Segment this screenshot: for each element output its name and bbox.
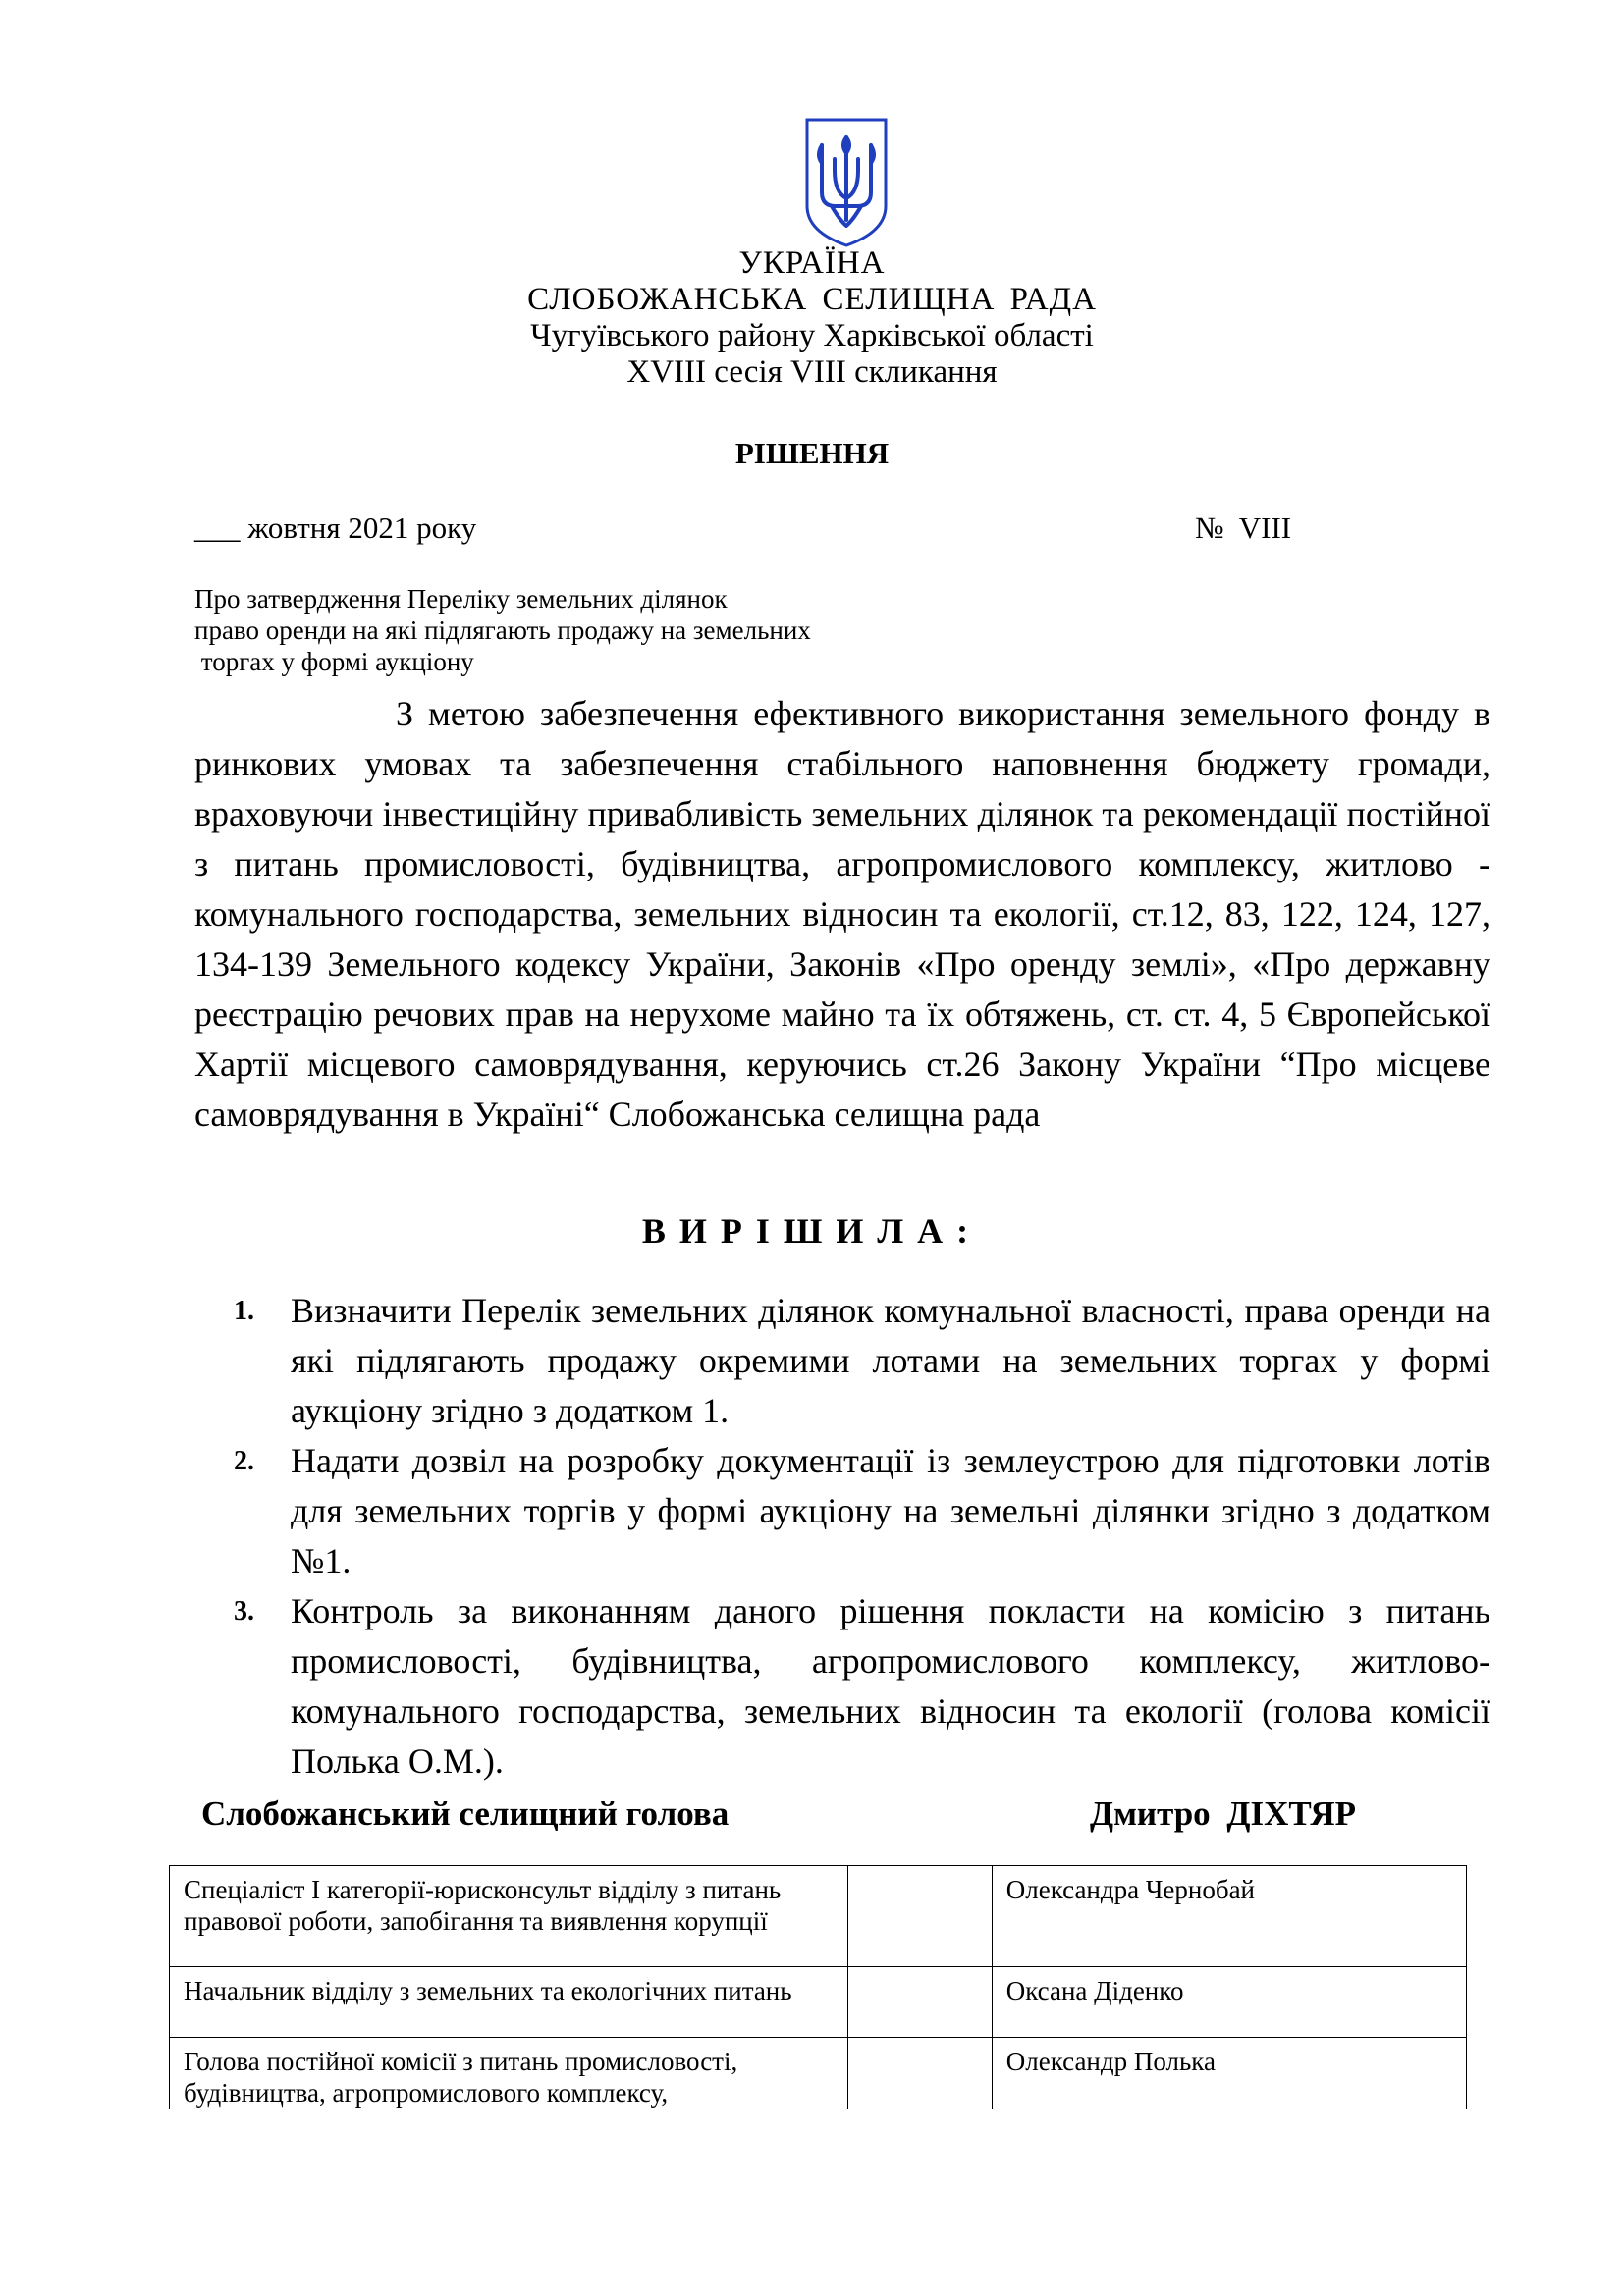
session-info: XVIII сесія VIII скликання bbox=[626, 354, 998, 390]
decision-number: № VIII bbox=[1195, 510, 1292, 545]
resolved-heading: ВИРІШИЛА: bbox=[641, 1211, 983, 1251]
approver-position: Голова постійної комісії з питань промисловості, будівництва, агропромислового комплексу, bbox=[170, 2038, 848, 2109]
approvals-table bbox=[169, 1865, 1467, 2109]
preamble-text: З метою забезпечення ефективного використання земельного фонду в ринкових умовах та забезпечення стабільного наповнення бюджету громади, враховуючи інвестиційну привабливість земельних ділянок та рекомендації постійної з питань промисловості, будівництва, агропромислового комплексу, житлово - комунального господарства, земельних відносин та екології, ст.12, 83, 122, 124, 127, 134-139 Земельного кодексу України, Законів «Про оренду землі», «Про державну реєстрацію речових прав на нерухоме майно та їх обтяжень, ст. ст. 4, 5 Європейської Хартії місцевого самоврядування, керуючись ст.26 Закону України “Про місцеве самоврядування в Україні“ Слобожанська селищна рада bbox=[194, 694, 1490, 1134]
signatory-title: Слобожанський селищний голова bbox=[201, 1794, 730, 1833]
item-number: 1. bbox=[234, 1296, 254, 1326]
signature-cell bbox=[847, 2038, 992, 2109]
approver-name: Олександра Чернобай bbox=[992, 1866, 1466, 1967]
subject-line: Про затвердження Переліку земельних ділянок bbox=[194, 584, 728, 614]
decision-title: РІШЕННЯ bbox=[734, 436, 890, 470]
resolution-item bbox=[234, 1436, 1490, 1586]
resolution-item bbox=[234, 1286, 1490, 1436]
decision-date: ___ жовтня 2021 року bbox=[194, 510, 477, 545]
item-text: Визначити Перелік земельних ділянок комунальної власності, права оренди на які підлягають продажу окремими лотами на земельних торгах у формі аукціону згідно з додатком 1. bbox=[291, 1291, 1490, 1430]
table-row bbox=[170, 1967, 1467, 2038]
item-text: Контроль за виконанням даного рішення покласти на комісію з питань промисловості, будівництва, агропромислового комплексу, житлово-комунального господарства, земельних відносин та екології (голова комісії Полька О.М.). bbox=[291, 1591, 1490, 1781]
approver-name: Оксана Діденко bbox=[992, 1967, 1466, 2038]
approver-position: Спеціаліст І категорії-юрисконсульт відділу з питань правової роботи, запобігання та виявлення корупції bbox=[170, 1866, 848, 1967]
resolution-items bbox=[234, 1286, 1490, 1787]
subject-line: право оренди на які підлягають продажу на земельних bbox=[194, 615, 811, 645]
coat-of-arms-icon bbox=[802, 116, 891, 249]
item-text: Надати дозвіл на розробку документації із землеустрою для підготовки лотів для земельних торгів у формі аукціону на земельні ділянки згідно з додатком №1. bbox=[291, 1441, 1490, 1580]
council-name: СЛОБОЖАНСЬКА СЕЛИЩНА РАДА bbox=[527, 282, 1097, 317]
resolution-item bbox=[234, 1586, 1490, 1787]
subject-line: торгах у формі аукціону bbox=[194, 647, 474, 676]
approver-name: Олександр Полька bbox=[992, 2038, 1466, 2109]
signature-cell bbox=[847, 1866, 992, 1967]
country-name: УКРАЇНА bbox=[738, 245, 886, 281]
signature-cell bbox=[847, 1967, 992, 2038]
decision-subject bbox=[194, 583, 811, 677]
table-row bbox=[170, 2038, 1467, 2109]
item-number: 3. bbox=[234, 1596, 254, 1627]
signatory-name: Дмитро ДІХТЯР bbox=[1090, 1794, 1357, 1833]
table-row bbox=[170, 1866, 1467, 1967]
item-number: 2. bbox=[234, 1446, 254, 1476]
preamble-paragraph bbox=[194, 689, 1490, 1140]
approver-position: Начальник відділу з земельних та екологічних питань bbox=[170, 1967, 848, 2038]
district-name: Чугуївського району Харківської області bbox=[530, 318, 1094, 353]
document-header bbox=[0, 245, 1624, 391]
